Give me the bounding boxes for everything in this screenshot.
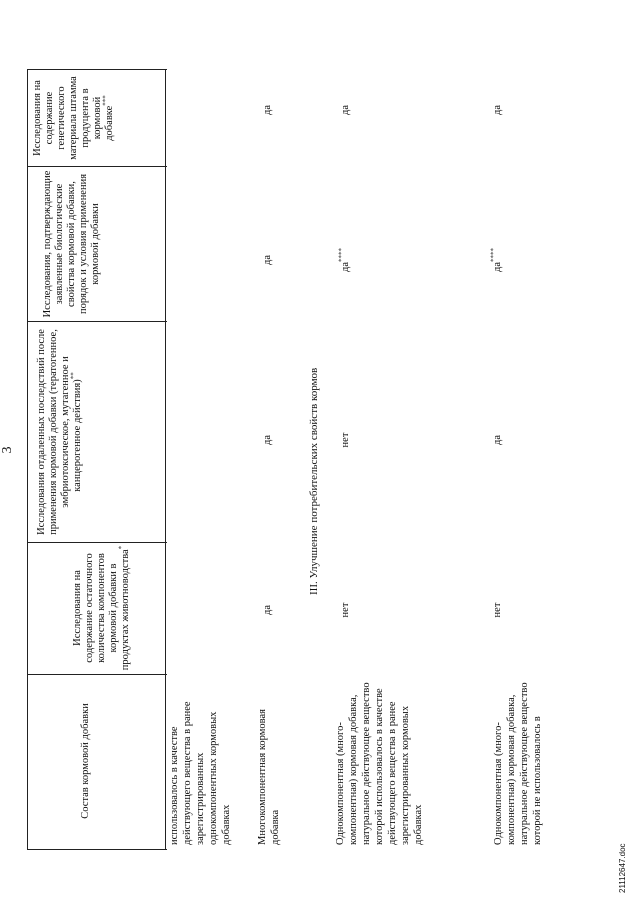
- column-divider-3: [27, 321, 167, 322]
- row-multicomponent-long-term: да: [262, 435, 273, 446]
- header-residue-footnote-mark: *: [117, 545, 126, 550]
- column-divider-4: [27, 166, 167, 167]
- header-composition: [80, 677, 92, 845]
- table-right-border: [27, 69, 167, 70]
- header-long-term-text: Исследования отдаленных последствий после применения кормовой добавки (тератогенное, эмбриотоксическое, мутагенное и канцерогенное действия): [36, 329, 83, 535]
- row-used-substance-biological-value: да: [340, 262, 351, 273]
- row-new-substance-residue: нет: [492, 602, 503, 618]
- header-biological-text: Исследования, подтверждающие заявленные биологические свойства кормовой добавки, порядок и условия применения кормовой добавки: [42, 170, 101, 318]
- row-used-substance-long-term: нет: [340, 432, 351, 448]
- table-left-border: [27, 849, 167, 850]
- row-used-substance-biological: [337, 205, 352, 315]
- table-top-border: [27, 70, 28, 850]
- column-divider-1: [27, 674, 167, 675]
- document-filename: 21112647.doc: [618, 843, 627, 893]
- row-used-substance-biological-mark: ****: [337, 248, 346, 262]
- row-new-substance-label: Однокомпонентная (много-компонентная) кормовая добавка, натуральное действующее вещество которой не использовалось в: [493, 682, 543, 845]
- row-multicomponent-residue: да: [262, 605, 273, 616]
- header-composition-text: Состав кормовой добавки: [80, 703, 91, 819]
- row-used-substance-label: Однокомпонентная (много-компонентная) кормовая добавка, натуральное действующее вещество которой использовалось в качестве действующего вещества в ранее зарегистрированных кормовых добавках: [335, 682, 424, 845]
- row-used-substance-genetic: да: [340, 105, 351, 116]
- header-genetic-material: [32, 73, 116, 163]
- row-multicomponent-biological: да: [262, 255, 273, 266]
- header-residue-text: Исследования на содержание остаточного количества компонентов кормовой добавки в продуктах животноводства: [72, 549, 131, 671]
- row-new-substance-biological-value: да: [492, 262, 503, 273]
- header-residue-research: [72, 545, 132, 671]
- header-bottom-border: [165, 70, 166, 850]
- column-divider-2: [27, 542, 167, 543]
- header-long-term-footnote-mark: **: [69, 372, 78, 380]
- row-new-substance-genetic: да: [492, 105, 503, 116]
- row-multicomponent-genetic: да: [262, 105, 273, 116]
- row-used-substance-residue: нет: [340, 602, 351, 618]
- row-multicomponent-label: Многокомпонентная кормовая добавка: [257, 709, 281, 845]
- row-new-substance-biological: [489, 205, 504, 315]
- header-biological-properties: [42, 170, 102, 318]
- header-long-term-effects: [36, 325, 84, 539]
- page-number: 3: [0, 446, 15, 454]
- section-title: III. Улучшение потребительских свойств кормов: [308, 367, 320, 595]
- header-genetic-text: Исследования на содержание генетического материала штамма продуцента в кормовой добавке: [32, 76, 115, 160]
- continued-row-text: использовалось в качестве действующего вещества в ранее зарегистрированных однокомпонентных кормовых добавках: [169, 701, 232, 845]
- header-genetic-footnote-mark: ***: [101, 95, 110, 106]
- row-new-substance-long-term: да: [492, 435, 503, 446]
- row-new-substance-biological-mark: ****: [489, 248, 498, 262]
